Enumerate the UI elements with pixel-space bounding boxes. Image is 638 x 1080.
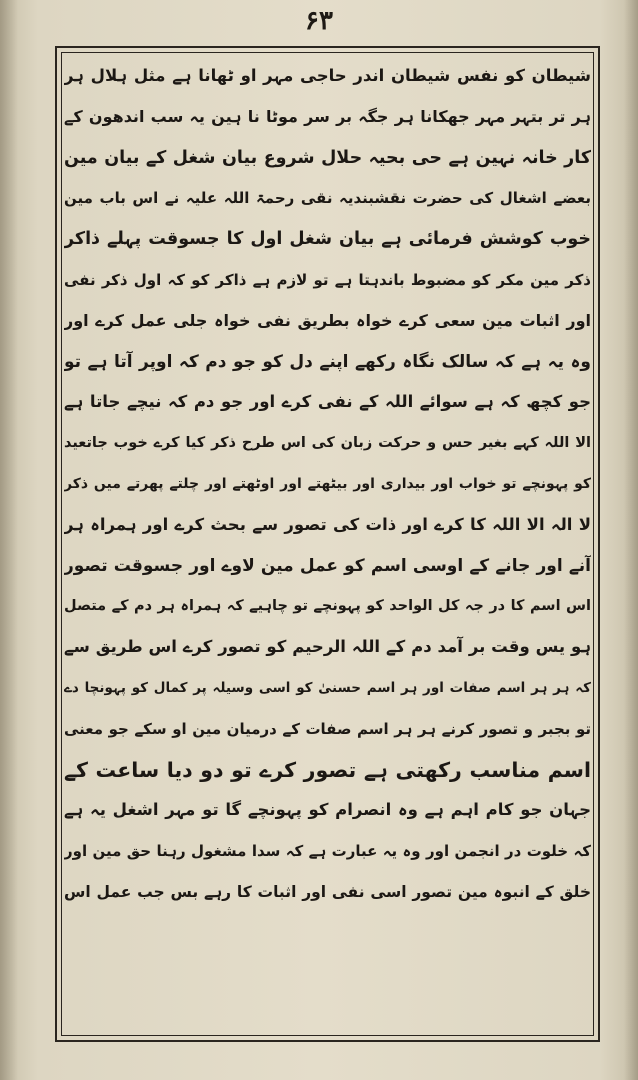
page-edge-shadow — [624, 0, 638, 1080]
text-line: کہ ہر ہر اسم صفات اور ہر اسم حسنیٰ کو اسی وسیلہ پر کمال کو پہونچا دے — [64, 679, 591, 696]
text-line: کہ خلوت در انجمن اور وہ یہ عبارت ہے کہ سدا مشغول رہنا حق مین اور — [64, 842, 591, 861]
text-line: بعضے اشغال کی حضرت نقشبندیہ نقی رحمۃ اللہ علیہ نے اس باب مین — [64, 189, 591, 208]
text-line: وہ یہ ہے کہ سالک نگاہ رکھے اپنے دل کو جو دم کہ اوپر آتا ہے تو — [64, 351, 591, 372]
text-line: کو پہونچے تو خواب اور بیداری اور بیٹھتے اور اوٹھتے اور چلتے پھرتے میں ذکر — [64, 475, 591, 492]
text-line: جہان جو کام اہم ہے وہ انصرام کو پہونچے گا تو مہر اشغل یہ ہے — [64, 800, 591, 820]
text-line: ہر تر بتہر مہر جھکانا ہر جگہ بر سر موٹا نا ہین یہ سب اندھون کے — [64, 106, 591, 126]
text-body — [64, 56, 591, 1036]
text-line: لا الہ الا اللہ کا کرے اور ذات کی تصور سے بحث کرے اور ہمراہ ہر — [64, 514, 591, 534]
text-line: تو بجبر و تصور کرنے ہر ہر اسم صفات کے درمیان مین او سکے جو معنی — [64, 719, 591, 738]
text-line: جو کچھ کہ ہے سوائے اللہ کے نفی کرے اور جو دم کہ نیچے جاتا ہے — [64, 392, 591, 412]
text-line: آنے اور جانے کے اوسی اسم کو عمل مین لاوے اور جسوقت تصور — [64, 555, 591, 576]
text-line: خوب کوشش فرمائی ہے بیان شغل اول کا جسوقت پہلے ذاکر — [64, 229, 591, 250]
text-line: شیطان کو نفس شیطان اندر حاجی مہر او ٹھانا ہے مثل ہلال ہر — [64, 66, 591, 85]
text-line: اسم مناسب رکھتی ہے تصور کرے تو دو دیا ساعت کے — [64, 757, 591, 782]
text-line: اور اثبات مین سعی کرے خواہ بطریق نفی خواہ جلی عمل کرے اور — [64, 310, 591, 330]
text-line: اس اسم کا در جہ کل الواحد کو پہونچے تو چاہیے کہ ہمراہ ہر دم کے متصل — [64, 598, 591, 615]
text-line: کار خانہ نہین ہے حی بحیہ حلال شروع بیان شغل کے بیان مین — [64, 147, 591, 168]
page-edge-shadow — [0, 0, 18, 1080]
text-line: الا اللہ کہے بغیر حس و حرکت زبان کی اس طرح ذکر کیا کرے خوب جاتعید — [64, 435, 591, 452]
text-line: خلق کے انبوہ مین تصور اسی نفی اور اثبات کا رہے بس جب عمل اس — [64, 882, 591, 901]
text-line: ہو یس وقت بر آمد دم کے اللہ الرحیم کو تصور کرے اس طریق سے — [64, 637, 591, 657]
page-number: ۶۳ — [305, 6, 333, 36]
text-line: ذکر مین مکر کو مضبوط باندہتا ہے تو لازم ہے ذاکر کو کہ اول ذکر نفی — [64, 270, 591, 289]
